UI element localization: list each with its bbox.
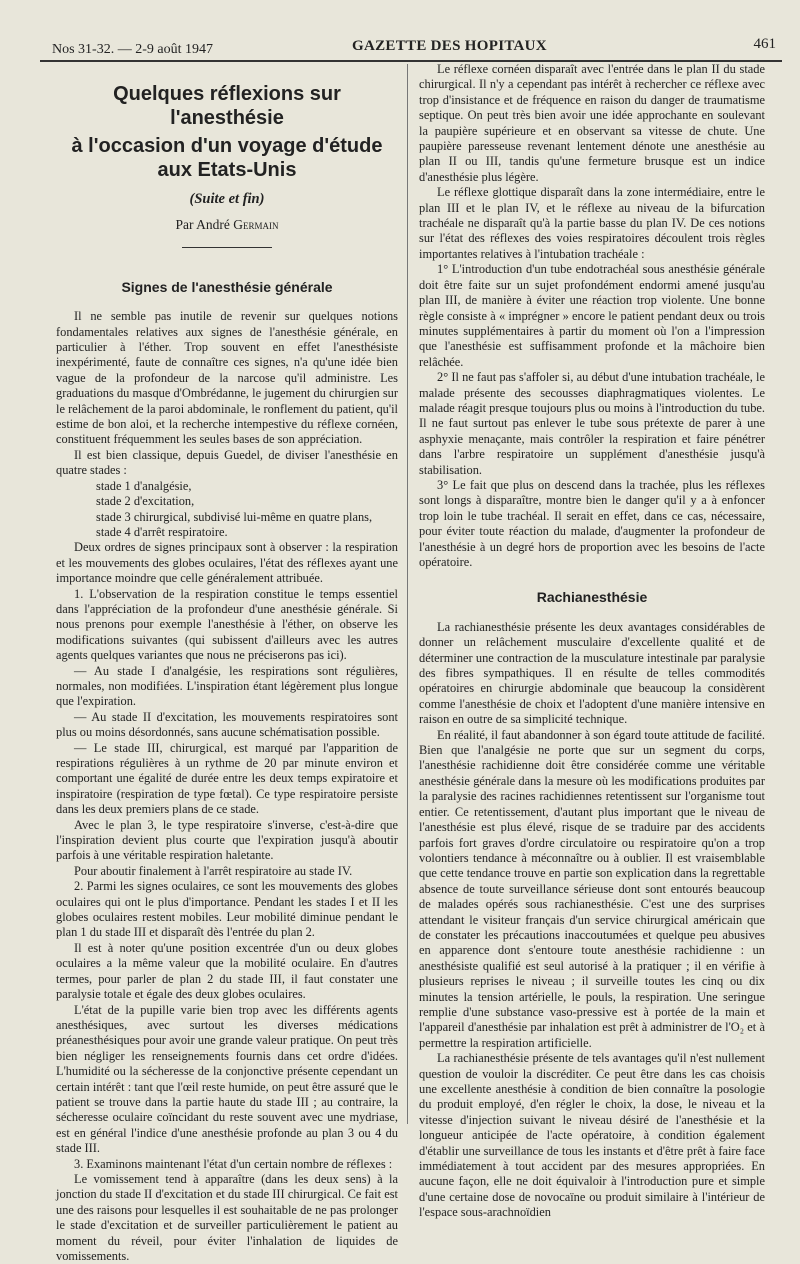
paragraph: L'état de la pupille varie bien trop avec les différents agents anesthésiques, avec surtout les diverses médications préanesthésiques pour avoir une grande valeur pratique. On peut très bien négliger les renseignements fournis dans cet ordre d'idées. L'humidité ou la sécheresse de la conjonctive présente cependant un certain intérêt : tant que l'œil reste humide, on peut être assuré que le patient se trouve dans la partie haute du stade III ; au contraire, la sécheresse oculaire coïncidant du reste souvent avec une mydriase, est en général l'indice d'une anesthésie profonde au plan 3 ou 4 du stade III.	[56, 1002, 398, 1156]
paragraph: Avec le plan 3, le type respiratoire s'inverse, c'est-à-dire que l'inspiration devient plus courte que l'expiration jusqu'à aboutir parfois à une véritable respiration haletante.	[56, 817, 398, 863]
title-rule	[182, 247, 272, 248]
left-column	[56, 72, 398, 1264]
paragraph: — Au stade I d'analgésie, les respirations sont régulières, normales, non modifiées. L'inspiration étant légèrement plus longue que l'expiration.	[56, 663, 398, 709]
byline-prefix: Par André	[175, 217, 234, 233]
page-number: 461	[753, 36, 776, 52]
section-title-rachianesthesie: Rachianesthésie	[536, 589, 648, 606]
paragraph: Pour aboutir finalement à l'arrêt respiratoire au stade IV.	[74, 863, 353, 878]
paragraph: Le réflexe cornéen disparaît avec l'entrée dans le plan II du stade chirurgical. Il n'y a cependant pas intérêt à rechercher ce réflexe avec trop d'insistance et de fréquence en raison du danger de traumatisme septique. On peut très bien avoir une idée approchante en soulevant la paupière supérieure et en observant sa vitesse de chute. Une paupière paresseuse revenant lentement dénote une anesthésie au plan II ou III, tandis qu'une fermeture brusque est un indice d'anesthésie plus légère.	[419, 62, 765, 184]
right-column	[419, 62, 765, 1221]
article-subtitle: (Suite et fin)	[189, 191, 265, 207]
paragraph: — Le stade III, chirurgical, est marqué par l'apparition de respirations régulières à un rythme de 20 par minute environ et comportant une égalité de durée entre les deux temps expiratoire et inspiratoire (respiration de type fœtal). Ce type respiratoire persiste dans les deux premiers plans de ce stade.	[56, 740, 398, 817]
paragraph: Il est à noter qu'une position excentrée d'un ou deux globes oculaires a la même valeur que la mobilité oculaire. En d'autres termes, pour parler de plan 2 du stade III, il faut constater une paralysie totale et égale des deux globes oculaires.	[56, 940, 398, 1002]
paragraph: Le vomissement tend à apparaître (dans les deux sens) à la jonction du stade II d'excitation et du stade III chirurgical. Ce fait est une des raisons pour lesquelles il est souhaitable de ne pas prolonger le stade d'excitation et de surveiller particulièrement le patient au moment du réveil, pour éviter l'inhalation de liquides de vomissements.	[56, 1171, 398, 1263]
stage-item: stade 2 d'excitation,	[96, 494, 195, 509]
stage-item: stade 1 d'analgésie,	[96, 478, 192, 493]
paragraph: Il est bien classique, depuis Guedel, de diviser l'anesthésie en quatre stades :	[56, 447, 398, 478]
stage-item: stade 4 d'arrêt respiratoire.	[96, 524, 228, 539]
paragraph: Il ne semble pas inutile de revenir sur quelques notions fondamentales relatives aux signes de l'anesthésie générale, en particulier à l'éther. Trop souvent en effet l'anesthésiste inexpérimenté, faute de connaître ces signes, n'a qu'une idée bien vague de la profondeur de la narcose qu'il administre. Les graduations du masque d'Ombrédanne, le jugement du chirurgien sur le relâchement de la paroi abdominale, le ronflement du patient, qu'il estime de bon aloi, et la recherche intempestive du réflexe cornéen, constituent fréquemment les seules bases de son appréciation.	[56, 309, 398, 447]
issue-date: Nos 31-32. — 2-9 août 1947	[52, 42, 213, 57]
stage-item: stade 3 chirurgical, subdivisé lui-même en quatre plans,	[96, 509, 373, 524]
paragraph: Deux ordres de signes principaux sont à observer : la respiration et les mouvements des globes oculaires, l'état des réflexes ayant une importance moindre que celle généralement attribuée.	[56, 540, 398, 586]
section-title-signes: Signes de l'anesthésie générale	[121, 278, 333, 295]
author-name: Germain	[233, 217, 279, 233]
journal-title: GAZETTE DES HOPITAUX	[352, 38, 547, 54]
byline	[56, 217, 398, 232]
paragraph: 1. L'observation de la respiration constitue le temps essentiel dans l'appréciation de la profondeur d'une anesthésie générale. Si nous prenons pour exemple l'anesthésie à l'éther, on observe les modifications suivantes (qui subissent d'ailleurs avec les autres agents quelques variantes que nous ne préciserons pas ici).	[56, 586, 398, 663]
column-divider	[407, 64, 408, 1124]
paragraph: 1° L'introduction d'un tube endotrachéal sous anesthésie générale doit être faite sur un sujet profondément endormi amené jusqu'au plan III, de manière à éviter une réaction trop violente. Une bonne règle consiste à « imprégner » encore le patient pendant deux ou trois minutes supplémentaires à partir du moment où l'on a l'impression que l'anesthésie est suffisamment profonde et la mâchoire bien relâchée.	[419, 262, 765, 369]
paragraph: 2° Il ne faut pas s'affoler si, au début d'une intubation trachéale, le malade présente des secousses diaphragmatiques violentes. Le malade réagit presque toujours plus ou moins à l'introduction du tube. Il ne faut surtout pas enlever le tube sous prétexte de parer à une asphyxie menaçante, mais contrôler la respiration et faire pénétrer dans l'arbre respiratoire un supplément d'anesthésie jusqu'à stabilisation.	[419, 370, 766, 477]
article-title-line1: Quelques réflexions sur l'anesthésie	[113, 83, 341, 129]
paragraph: 3° Le fait que plus on descend dans la trachée, plus les réflexes sont longs à disparaître, montre bien le danger qu'il y a à enfoncer trop loin le tube trachéal. Il serait en effet, dans ce cas, nécessaire, pour éviter toute réaction du malade, d'augmenter la profondeur de l'anesthésie à un degré hors de proportion avec les besoins de l'acte opératoire.	[419, 477, 765, 569]
paragraph: En réalité, il faut abandonner à son égard toute attitude de facilité. Bien que l'analgésie ne porte que sur un segment du corps, l'anesthésie rachidienne doit être considérée comme une véritable anesthésie générale dans la mesure où les modifications produites par la paralysie des racines rachidiennes retentissent sur l'organisme tout entier. Ce retentissement, d'autant plus important que le niveau de l'anesthésie est plus élevé, risque de se traduire par des accidents parfois fort graves d'ordre circulatoire ou respiratoire qu'on a trop volontiers tendance à méconnaître ou à oublier. Il est vraisemblable que cette tendance trouve en partie son explication dans la regrettable absence de toute surveillance sérieuse dont sont entourés beaucoup de malades opérés sous rachianesthésie. C'est une des surprises attendant le visiteur français d'un service chirurgical américain que de constater les précautions inaccoutumées et quelque peu abusives en apparence dont s'entoure toute anesthésie rachidienne : un anesthésiste qualifié est seul autorisé à la pratiquer ; il en vérifie à plusieurs reprises le niveau ; il surveille toutes les cinq ou dix minutes la tension artérielle, le pouls, la respiration. Une seringue remplie d'une substance vaso-pressive est à portée de la main et l'appareil d'anesthésie par inhalation est prêt à administrer de l'O₂ et à permettre la respiration artificielle.	[419, 727, 765, 1050]
paragraph: La rachianesthésie présente de tels avantages qu'il n'est nullement question de vouloir la discréditer. Ce peut être dans les cas choisis une excellente anesthésie à condition de bien connaître la posologie du produit employé, d'en régler le choix, la dose, le niveau et la vitesse d'injection suivant le niveau désiré de l'anesthésie et la longueur anticipée de l'acte opératoire, à condition également d'établir une surveillance de tous les instants et d'être prêt à faire face immédiatement à tout accident par des mesures appropriées. En aucune façon, elle ne doit équivaloir à l'introduction pure et simple d'une certaine dose de novocaïne ou produit similaire à l'intérieur de l'espace sous-arachnoïdien	[419, 1051, 765, 1220]
paragraph: — Au stade II d'excitation, les mouvements respiratoires sont plus ou moins désordonnés, sans aucune schématisation possible.	[56, 709, 398, 740]
paragraph: La rachianesthésie présente les deux avantages considérables de donner un relâchement musculaire d'excellente qualité et de déterminer une contraction de la musculature intestinale par paralysie des fibres sympathiques. Il en résulte de telles commodités opératoires en chirurgie abdominale que beaucoup la considèrent comme l'anesthésie de choix et l'adoptent d'une manière intensive en raison en outre de sa simplicité technique.	[419, 619, 765, 727]
article-title-line2: à l'occasion d'un voyage d'étude aux Etats-Unis	[71, 135, 383, 181]
paragraph: 2. Parmi les signes oculaires, ce sont les mouvements des globes oculaires qui ont le plus d'importance. Pendant les stades I et II les globes oculaires restent mobiles. Leur mobilité diminue pendant le plan 1 du stade III et disparaît dès l'entrée du plan 2.	[56, 879, 398, 940]
paragraph: Le réflexe glottique disparaît dans la zone intermédiaire, entre le plan III et le plan IV, et le réflexe au niveau de la bifurcation trachéale ne disparaît qu'à la partie basse du plan IV. De ces notions sur l'état des réflexes des voies respiratoires découlent trois règles importantes relatives à l'intubation trachéale :	[419, 185, 765, 261]
paragraph: 3. Examinons maintenant l'état d'un certain nombre de réflexes :	[74, 1156, 393, 1171]
